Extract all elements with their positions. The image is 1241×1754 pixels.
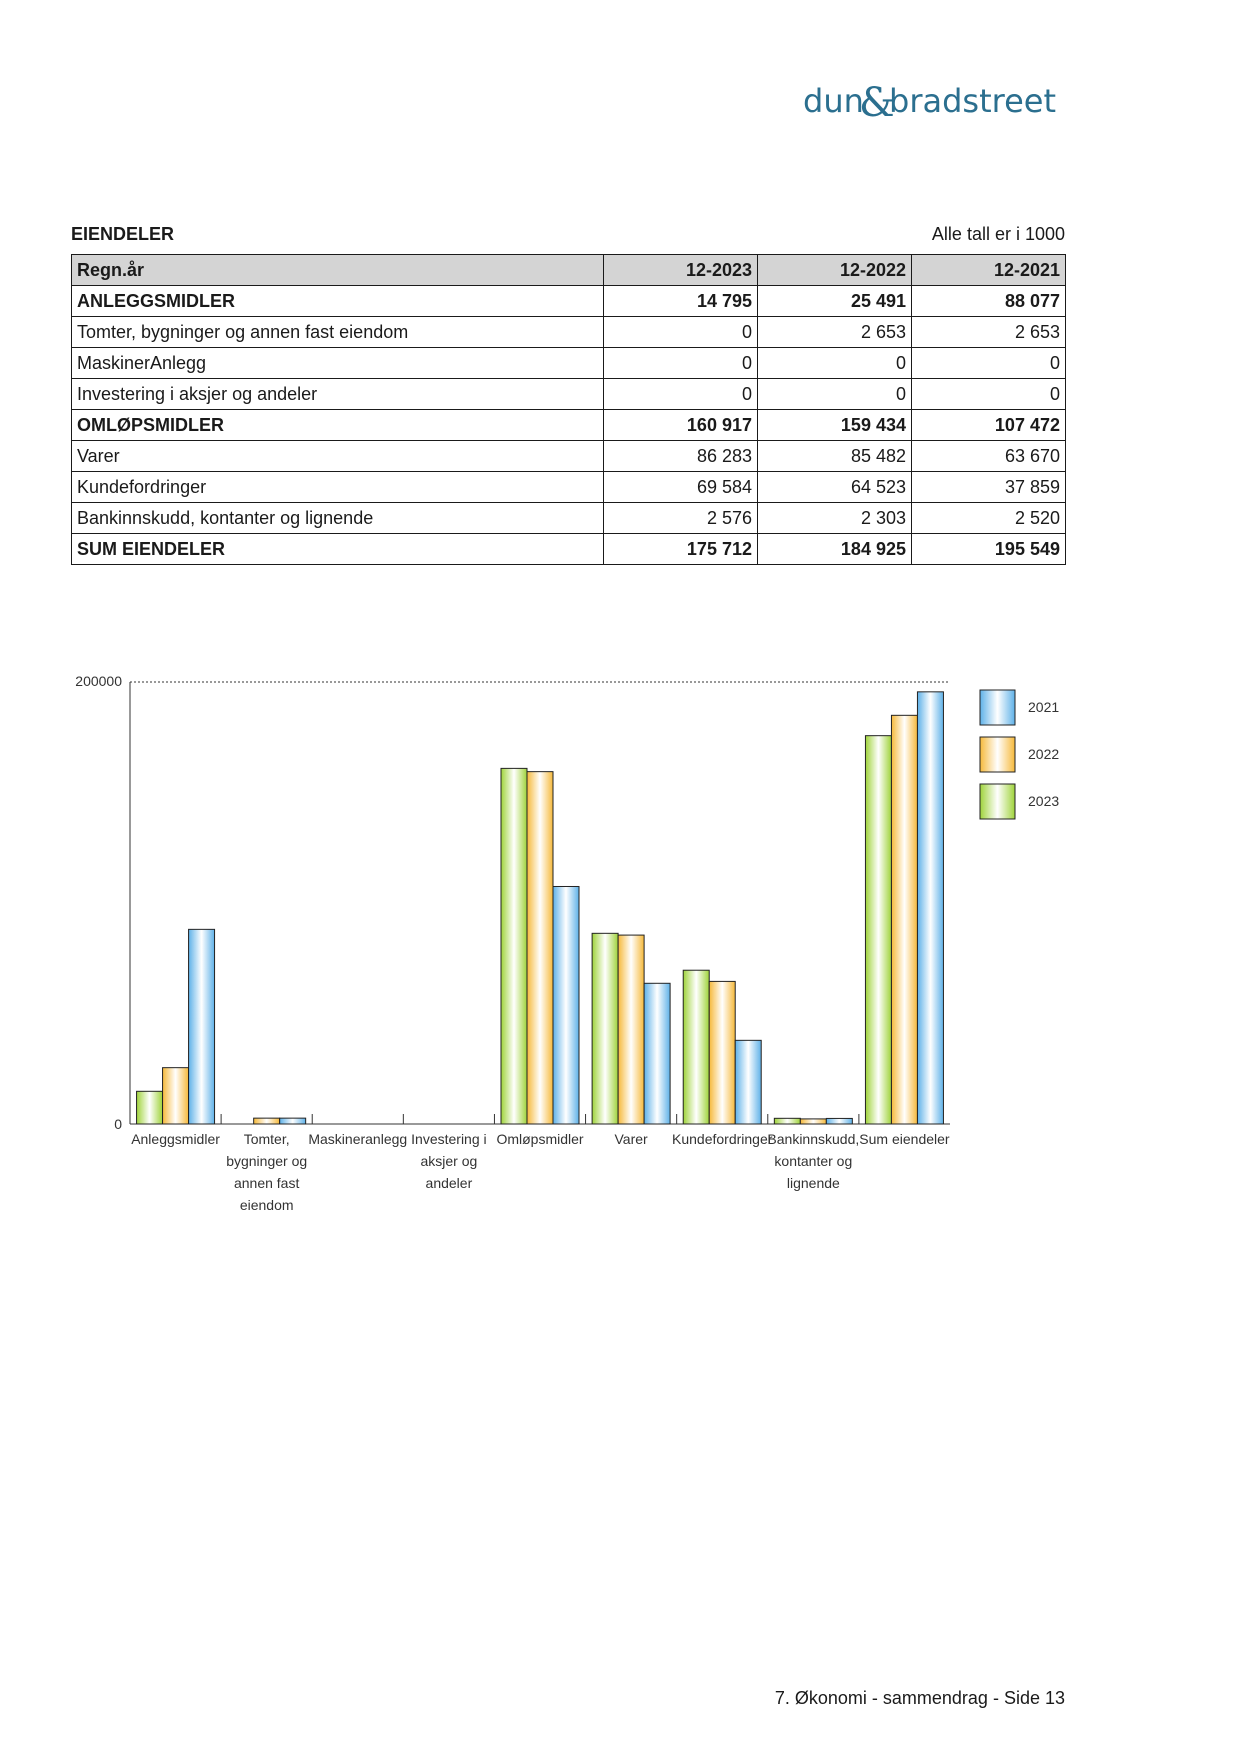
cell-2022: 85 482 <box>758 441 912 472</box>
cell-2021: 0 <box>912 379 1066 410</box>
cell-2022: 184 925 <box>758 534 912 565</box>
cell-2023: 0 <box>604 317 758 348</box>
cell-2021: 2 653 <box>912 317 1066 348</box>
bar <box>527 772 553 1124</box>
cell-2022: 0 <box>758 379 912 410</box>
x-tick-label: Maskineranlegg <box>308 1131 408 1147</box>
legend-swatch <box>980 690 1015 725</box>
cell-2022: 159 434 <box>758 410 912 441</box>
bar <box>644 983 670 1124</box>
unit-note: Alle tall er i 1000 <box>931 224 1065 244</box>
table-row <box>72 503 1066 534</box>
legend-label: 2022 <box>1028 746 1060 762</box>
table-row <box>72 379 1066 410</box>
row-label: SUM EIENDELER <box>72 534 604 565</box>
cell-2023: 175 712 <box>604 534 758 565</box>
cell-2022: 25 491 <box>758 286 912 317</box>
bar <box>709 981 735 1124</box>
cell-2021: 37 859 <box>912 472 1066 503</box>
header-year-label: Regn.år <box>72 255 604 286</box>
dun-bradstreet-logo <box>803 72 1063 132</box>
legend-label: 2023 <box>1028 793 1060 809</box>
table-row <box>72 472 1066 503</box>
row-label: MaskinerAnlegg <box>72 348 604 379</box>
bar <box>865 736 891 1124</box>
bar <box>501 768 527 1124</box>
y-tick-label: 0 <box>114 1116 122 1132</box>
row-label: Kundefordringer <box>72 472 604 503</box>
row-label: Investering i aksjer og andeler <box>72 379 604 410</box>
cell-2023: 14 795 <box>604 286 758 317</box>
cell-2023: 0 <box>604 379 758 410</box>
logo-svg <box>803 72 1063 132</box>
logo-text-right: bradstreet <box>889 82 1056 120</box>
legend-swatch <box>980 737 1015 772</box>
chart-svg <box>60 670 1080 1230</box>
assets-table <box>71 254 1066 565</box>
table-row <box>72 348 1066 379</box>
table-header-row <box>72 255 1066 286</box>
legend-swatch <box>980 784 1015 819</box>
table-row <box>72 410 1066 441</box>
cell-2021: 107 472 <box>912 410 1066 441</box>
row-label: ANLEGGSMIDLER <box>72 286 604 317</box>
bar <box>683 970 709 1124</box>
cell-2022: 2 653 <box>758 317 912 348</box>
bar <box>280 1118 306 1124</box>
x-tick-label: Sum eiendeler <box>859 1131 950 1147</box>
bar <box>254 1118 280 1124</box>
cell-2023: 2 576 <box>604 503 758 534</box>
bar <box>917 692 943 1124</box>
cell-2022: 0 <box>758 348 912 379</box>
page-footer: 7. Økonomi - sammendrag - Side 13 <box>774 1688 1065 1708</box>
x-tick-label: Bankinnskudd, kontanter og lignende <box>767 1131 860 1191</box>
bar <box>891 715 917 1124</box>
bar <box>800 1119 826 1124</box>
x-tick-label: Investering i aksjer og andeler <box>411 1131 487 1191</box>
header-2022: 12-2022 <box>758 255 912 286</box>
row-label: Tomter, bygninger og annen fast eiendom <box>72 317 604 348</box>
bar <box>735 1040 761 1124</box>
cell-2021: 195 549 <box>912 534 1066 565</box>
cell-2023: 69 584 <box>604 472 758 503</box>
logo-ampersand: & <box>859 80 895 126</box>
cell-2023: 86 283 <box>604 441 758 472</box>
legend-label: 2021 <box>1028 699 1060 715</box>
section-title: EIENDELER <box>71 224 175 244</box>
x-tick-label: Omløpsmidler <box>496 1131 584 1147</box>
y-tick-label: 200000 <box>75 673 122 689</box>
header-2021: 12-2021 <box>912 255 1066 286</box>
x-tick-label: Tomter, bygninger og annen fast eiendom <box>226 1131 308 1213</box>
cell-2022: 2 303 <box>758 503 912 534</box>
logo-text-left: dun <box>803 82 864 120</box>
bar <box>137 1091 163 1124</box>
cell-2023: 0 <box>604 348 758 379</box>
bar <box>163 1068 189 1124</box>
bar <box>618 935 644 1124</box>
assets-bar-chart <box>60 670 1080 1230</box>
cell-2021: 63 670 <box>912 441 1066 472</box>
table-row <box>72 441 1066 472</box>
bar <box>189 929 215 1124</box>
cell-2021: 2 520 <box>912 503 1066 534</box>
table-row <box>72 286 1066 317</box>
bar <box>826 1118 852 1124</box>
table-row <box>72 534 1066 565</box>
x-tick-label: Varer <box>614 1131 648 1147</box>
row-label: OMLØPSMIDLER <box>72 410 604 441</box>
x-tick-label: Anleggsmidler <box>131 1131 220 1147</box>
bar <box>592 933 618 1124</box>
table-row <box>72 317 1066 348</box>
cell-2022: 64 523 <box>758 472 912 503</box>
bar <box>774 1118 800 1124</box>
row-label: Bankinnskudd, kontanter og lignende <box>72 503 604 534</box>
bar <box>553 886 579 1124</box>
x-tick-label: Kundefordringer <box>672 1131 773 1147</box>
cell-2021: 88 077 <box>912 286 1066 317</box>
header-2023: 12-2023 <box>604 255 758 286</box>
cell-2023: 160 917 <box>604 410 758 441</box>
cell-2021: 0 <box>912 348 1066 379</box>
row-label: Varer <box>72 441 604 472</box>
